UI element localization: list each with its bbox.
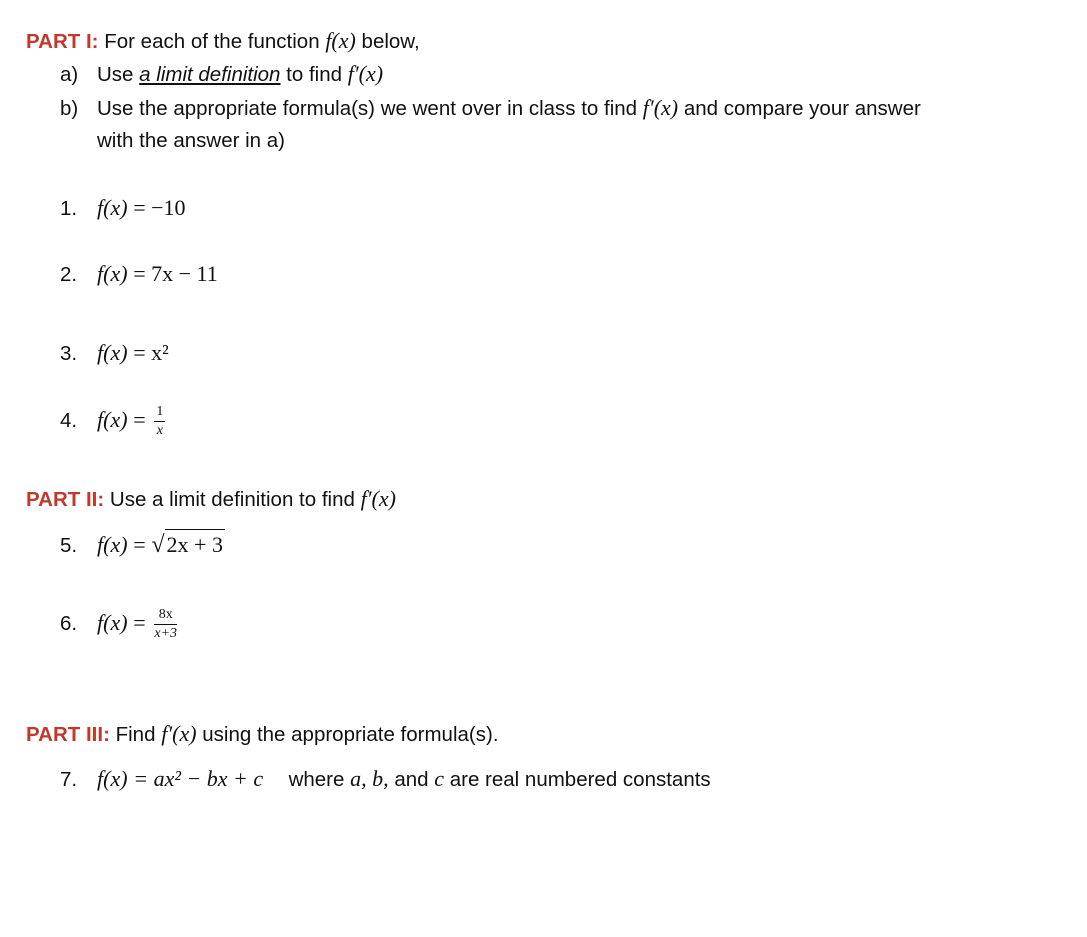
part1-heading-line	[26, 30, 420, 53]
problem-7-tail: are real numbered constants	[449, 768, 711, 791]
limit-definition-link[interactable]: a limit definition	[139, 63, 281, 86]
problem-2-rhs: = 7x − 11	[133, 261, 218, 286]
problem-3-lhs: f(x)	[97, 340, 128, 365]
item-b-text-before: Use the appropriate formula(s) we went over in class to find	[97, 97, 638, 120]
problem-7	[60, 768, 711, 791]
item-a-marker: a)	[60, 63, 79, 86]
problem-2-num: 2.	[60, 263, 78, 286]
sqrt-sign-icon: √	[151, 532, 165, 558]
problem-7-where: where	[288, 768, 345, 791]
part3-math: f′(x)	[161, 721, 197, 746]
problem-6-numerator: 8x	[154, 608, 177, 625]
problem-5-radicand: 2x + 3	[165, 529, 225, 557]
part1-fx: f(x)	[325, 28, 356, 53]
item-a-text-after: to find	[286, 63, 343, 86]
problem-7-vars: a, b,	[350, 766, 389, 791]
part1-intro: For each of the function	[104, 30, 320, 53]
problem-7-num: 7.	[60, 768, 78, 791]
problem-4-numerator: 1	[154, 405, 165, 422]
part2-text: Use a limit definition to find	[109, 488, 355, 511]
problem-7-and: and	[394, 768, 429, 791]
problem-3-num: 3.	[60, 342, 78, 365]
part1-item-b	[60, 97, 921, 120]
problem-2	[60, 263, 218, 286]
problem-4-lhs: f(x)	[97, 406, 128, 432]
part1-intro-end: below,	[361, 30, 420, 53]
problem-5-lhs: f(x)	[97, 532, 128, 557]
part3-heading-line	[26, 723, 499, 746]
problem-4-eq: =	[133, 406, 146, 432]
part3-text-after: using the appropriate formula(s).	[202, 723, 499, 746]
problem-7-rhs: = ax² − bx + c	[133, 766, 264, 791]
problem-1	[60, 197, 186, 220]
problem-3-rhs: = x²	[133, 340, 169, 365]
item-a-math: f′(x)	[347, 61, 384, 86]
problem-6-num: 6.	[60, 611, 78, 635]
part2-math: f′(x)	[360, 486, 396, 511]
item-b-math: f′(x)	[642, 95, 679, 120]
problem-6-eq: =	[133, 609, 146, 635]
problem-5	[60, 533, 225, 557]
problem-5-num: 5.	[60, 534, 78, 557]
problem-4-num: 4.	[60, 408, 78, 432]
problem-6	[60, 608, 177, 641]
part1-heading: PART I:	[26, 30, 99, 53]
problem-2-lhs: f(x)	[97, 261, 128, 286]
problem-1-rhs: = −10	[133, 195, 186, 220]
problem-5-radical	[151, 533, 225, 557]
problem-7-lhs: f(x)	[97, 766, 128, 791]
part1-item-a	[60, 63, 383, 86]
problem-3	[60, 342, 169, 365]
part2-heading-line	[26, 488, 396, 511]
part3-heading: PART III:	[26, 723, 110, 746]
problem-6-fraction	[154, 608, 177, 641]
problem-6-lhs: f(x)	[97, 609, 128, 635]
part2-heading: PART II:	[26, 488, 105, 511]
part1-item-b-line2: with the answer in a)	[97, 129, 286, 152]
problem-4	[60, 405, 165, 438]
problem-1-lhs: f(x)	[97, 195, 128, 220]
problem-7-c: c	[434, 766, 445, 791]
problem-6-denominator: x+3	[154, 626, 178, 641]
problem-4-denominator: x	[156, 423, 163, 438]
item-b-text-after: and compare your answer	[683, 97, 921, 120]
problem-1-num: 1.	[60, 197, 78, 220]
item-b-marker: b)	[60, 97, 79, 120]
problem-4-fraction	[154, 405, 165, 438]
part3-text-before: Find	[115, 723, 156, 746]
item-a-text-before: Use	[97, 63, 134, 86]
problem-5-eq: =	[133, 532, 146, 557]
